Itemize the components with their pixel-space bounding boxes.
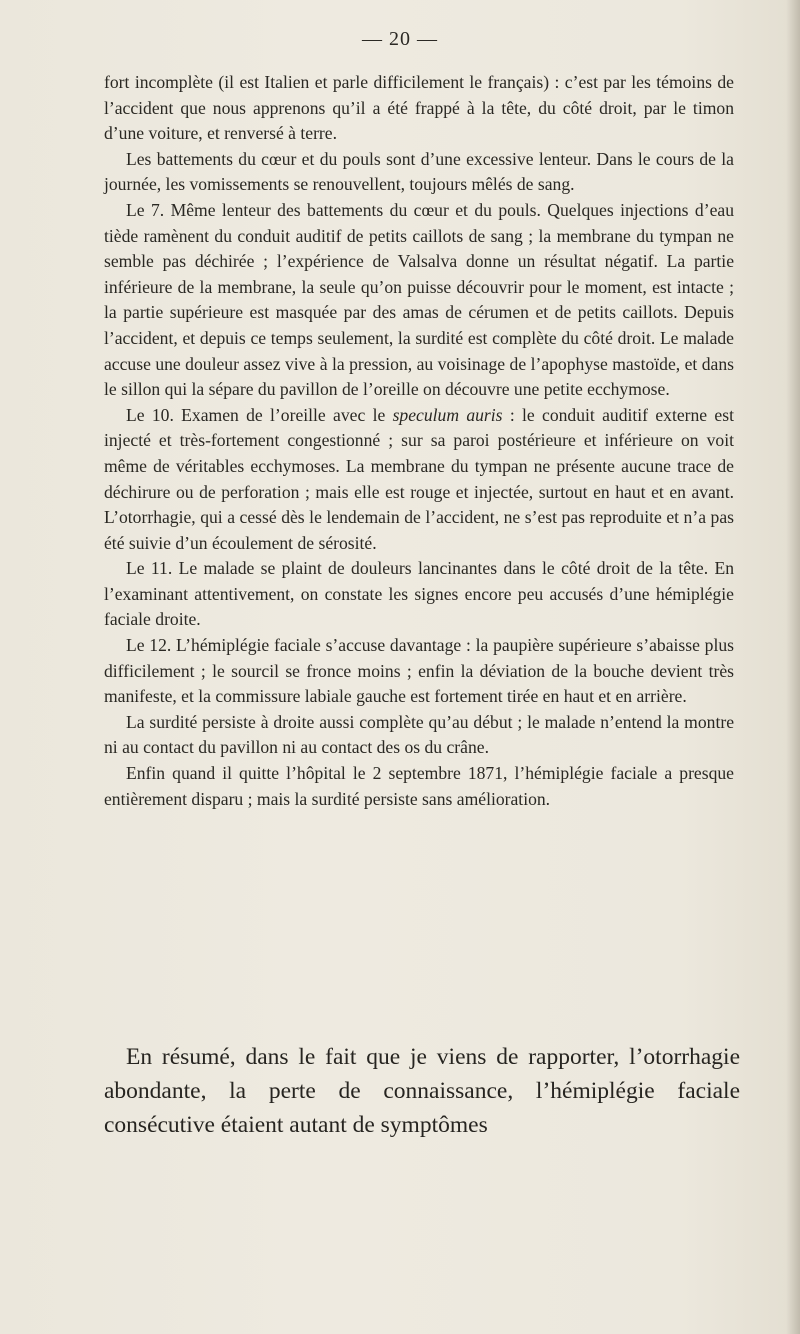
day-10-intro: Le 10. Examen de l’oreille avec le <box>126 404 393 425</box>
speculum-term: speculum auris <box>392 404 503 425</box>
paragraph-continuation: fort incomplète (il est Italien et parle difficilement le français) : c’est par les témoins de l’accident que nous apprenons qu’il a été frappé à la tête, du côté droit, par le timon d’une voiture, et renversé à terre. <box>104 72 734 144</box>
page-number: — 20 — <box>362 28 438 50</box>
page-edge-shadow <box>786 0 800 1334</box>
paragraph-discharge: Enfin quand il quitte l’hôpital le 2 septembre 1871, l’hémiplégie faciale a presque entièrement disparu ; mais la surdité persiste sans amélioration. <box>104 763 734 809</box>
paragraph-heartbeat: Les battements du cœur et du pouls sont d’une excessive lenteur. Dans le cours de la journée, les vomissements se renouvellent, toujours mêlés de sang. <box>104 148 734 195</box>
summary-paragraph: En résumé, dans le fait que je viens de rapporter, l’otorrhagie abondante, la perte de connaissance, l’hémiplégie faciale consécutive étaient autant de symptômes <box>104 1044 740 1138</box>
paragraph-day-12: Le 12. L’hémiplégie faciale s’accuse davantage : la paupière supérieure s’abaisse plus difficilement ; le sourcil se fronce moins ; enfin la déviation de la bouche devient très manifeste, et la commissure labiale gauche est fortement tirée en haut et en arrière. <box>104 635 734 707</box>
body-text <box>104 70 734 812</box>
summary-text <box>104 1040 740 1142</box>
paragraph-day-11: Le 11. Le malade se plaint de douleurs lancinantes dans le côté droit de la tête. En l’examinant attentivement, on constate les signes encore peu accusés d’une hémiplégie faciale droite. <box>104 558 734 630</box>
paragraph-day-7: Le 7. Même lenteur des battements du cœur et du pouls. Quelques injections d’eau tiède ramènent du conduit auditif de petits caillots de sang ; la membrane du tympan ne semble pas déchirée ; l’expérience de Valsalva donne un résultat négatif. La partie inférieure de la membrane, la seule qu’on puisse découvrir pour le moment, est intacte ; la partie supérieure est masquée par des amas de cérumen et de petits caillots. Depuis l’accident, et depuis ce temps seulement, la surdité est complète du côté droit. Le malade accuse une douleur assez vive à la pression, au voisinage de l’apophyse mastoïde, et dans le sillon qui la sépare du pavillon de l’oreille on découvre une petite ecchymose. <box>104 199 734 400</box>
paragraph-deafness: La surdité persiste à droite aussi complète qu’au début ; le malade n’entend la montre ni au contact du pavillon ni au contact des os du crâne. <box>104 711 734 758</box>
day-10-rest: : le conduit auditif externe est injecté et très-fortement congestionné ; sur sa paroi postérieure et inférieure on voit même de véritables ecchymoses. La membrane du tympan ne présente aucune trace de déchirure ou de perforation ; mais elle est rouge et injectée, surtout en haut et en avant. L’otorrhagie, qui a cessé dès le lendemain de l’accident, ne s’est pas reproduite et n’a pas été suivie d’un écoulement de sérosité. <box>104 404 734 553</box>
paragraph-day-10 <box>104 403 734 557</box>
